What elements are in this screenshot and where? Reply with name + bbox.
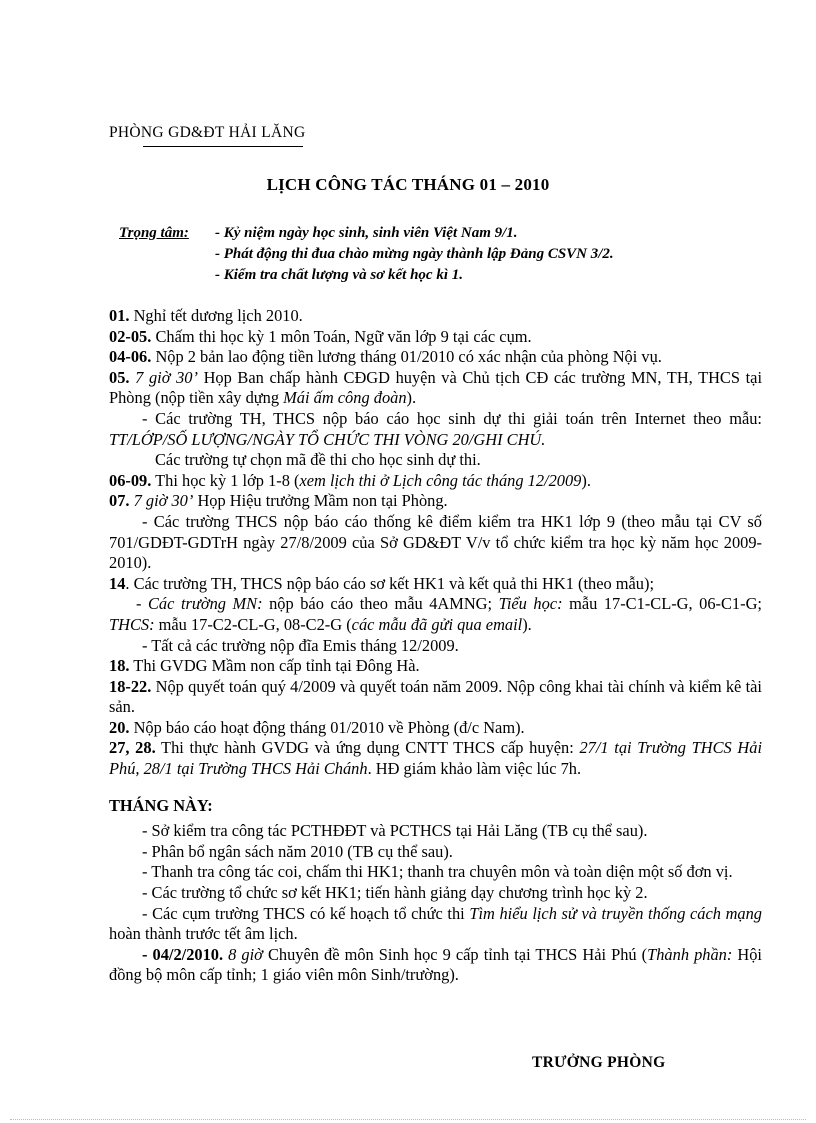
schedule-subentry xyxy=(109,409,762,450)
this-month-item: - Thanh tra công tác coi, chấm thi HK1; thanh tra chuyên môn và toàn diện một số đơn vị. xyxy=(142,862,733,882)
entry-text: Thi thực hành GVDG và ứng dụng CNTT THCS cấp huyện: xyxy=(155,738,580,758)
entry-italic: - Các trường MN: xyxy=(136,594,263,614)
entry-time: 7 giờ 30’ xyxy=(129,367,198,387)
schedule-entry xyxy=(109,656,762,677)
entry-text: Nộp 2 bản lao động tiền lương tháng 01/2010 có xác nhận của phòng Nội vụ. xyxy=(151,347,662,367)
entry-text: Thi GVDG Mầm non cấp tỉnh tại Đông Hà. xyxy=(129,656,420,676)
entry-text: - Các cụm trường THCS có kế hoạch tổ chức thi xyxy=(142,903,470,923)
entry-text: Thi học kỳ 1 lớp 1-8 ( xyxy=(151,470,300,490)
this-month-item: - Phân bổ ngân sách năm 2010 (TB cụ thể sau). xyxy=(142,841,453,861)
entry-date: 07. xyxy=(109,491,130,511)
entry-text: . HĐ giám khảo làm việc lúc 7h. xyxy=(367,759,582,779)
entry-text: mẫu 17-C1-CL-G, 06-C1-G; xyxy=(562,594,762,614)
this-month-item xyxy=(109,904,762,945)
entry-text: . Các trường TH, THCS nộp báo cáo sơ kết HK1 và kết quả thi HK1 (theo mẫu); xyxy=(125,573,655,593)
focus-item: - Kỷ niệm ngày học sinh, sinh viên Việt Nam 9/1. xyxy=(215,225,518,241)
schedule-entry xyxy=(109,347,762,368)
entry-text: Chấm thi học kỳ 1 môn Toán, Ngữ văn lớp 9 tại các cụm. xyxy=(151,326,532,346)
entry-italic: Tiểu học: xyxy=(498,594,563,614)
entry-time: 7 giờ 30’ xyxy=(129,491,194,511)
entry-date: 18. xyxy=(109,656,130,676)
entry-italic: Mái ấm công đoàn xyxy=(283,388,407,408)
entry-italic: Thành phần: xyxy=(647,944,733,964)
page-bottom-border xyxy=(10,1119,806,1120)
schedule-subentry: Các trường tự chọn mã đề thi cho học sinh dự thi. xyxy=(155,450,481,470)
this-month-item: - Sở kiểm tra công tác PCTHĐĐT và PCTHCS tại Hải Lăng (TB cụ thể sau). xyxy=(142,821,648,841)
entry-text: - Các trường TH, THCS nộp báo cáo học sinh dự thi giải toán trên Internet theo mẫu: xyxy=(142,408,762,428)
entry-date: 01. xyxy=(109,306,130,325)
entry-date: 02-05. xyxy=(109,326,152,346)
organization-underline xyxy=(143,146,303,147)
entry-text: Họp Hiệu trưởng Mầm non tại Phòng. xyxy=(193,491,448,511)
this-month-heading: THÁNG NÀY: xyxy=(109,795,213,815)
entry-date: 18-22. xyxy=(109,676,152,696)
entry-text: ). xyxy=(522,614,532,634)
schedule-subentry xyxy=(109,594,762,635)
entry-date: 06-09. xyxy=(109,470,152,490)
entry-italic: Tìm hiểu lịch sử và truyền thống cách mạng xyxy=(469,903,762,923)
entry-text: Hội đồng bộ môn cấp tỉnh; 1 giáo viên môn Sinh/trường). xyxy=(109,944,762,985)
entry-italic: TT/LỚP/SỐ LƯỢNG/NGÀY TỔ CHỨC THI VÒNG 20/GHI CHÚ. xyxy=(109,429,546,449)
entry-text: Nộp quyết toán quý 4/2009 và quyết toán năm 2009. Nộp công khai tài chính và kiểm kê tài sản. xyxy=(109,676,762,717)
entry-text: mẫu 17-C2-CL-G, 08-C2-G ( xyxy=(154,614,352,634)
schedule-entry xyxy=(109,327,762,348)
entry-text: Chuyên đề môn Sinh học 9 cấp tỉnh tại THCS Hải Phú ( xyxy=(267,944,648,964)
entry-time: 8 giờ xyxy=(223,944,268,964)
entry-italic: xem lịch thi ở Lịch công tác tháng 12/2009 xyxy=(299,470,582,490)
entry-italic: các mẫu đã gửi qua email xyxy=(351,614,523,634)
entry-date: 14 xyxy=(109,573,126,593)
entry-date: 05. xyxy=(109,367,130,387)
this-month-item: - Các trường tổ chức sơ kết HK1; tiến hành giảng dạy chương trình học kỳ 2. xyxy=(142,883,648,903)
entry-date: - 04/2/2010. xyxy=(142,944,224,964)
entry-text: ). xyxy=(406,388,417,408)
focus-label: Trọng tâm: xyxy=(119,225,189,241)
schedule-entry xyxy=(109,306,762,327)
schedule-entry xyxy=(109,471,762,492)
focus-item: - Phát động thi đua chào mừng ngày thành lập Đảng CSVN 3/2. xyxy=(215,246,614,262)
schedule-subentry: - Các trường THCS nộp báo cáo thống kê điểm kiểm tra HK1 lớp 9 (theo mẫu tại CV số 701/GDĐT-GDTrH ngày 27/8/2009 của Sở GD&ĐT V/v tổ chức kiểm tra học kỳ năm học 2009-2010). xyxy=(109,511,762,573)
entry-text: Nghỉ tết dương lịch 2010. xyxy=(129,306,303,325)
entry-italic: 27/1 tại Trường THCS Hải Phú, 28/1 tại Trường THCS Hải Chánh xyxy=(109,738,763,779)
organization-name: PHÒNG GD&ĐT HẢI LĂNG xyxy=(109,124,306,141)
schedule-entry xyxy=(109,718,762,739)
this-month-item xyxy=(109,945,762,986)
schedule-entry xyxy=(109,574,762,595)
schedule-entry xyxy=(109,368,762,409)
entry-italic: THCS: xyxy=(109,614,155,634)
document-title: LỊCH CÔNG TÁC THÁNG 01 – 2010 xyxy=(266,175,550,194)
schedule-subentry: - Tất cả các trường nộp đĩa Emis tháng 12/2009. xyxy=(142,635,459,655)
entry-date: 20. xyxy=(109,717,130,737)
entry-text: Nộp báo cáo hoạt động tháng 01/2010 về Phòng (đ/c Nam). xyxy=(129,717,525,737)
focus-item: - Kiểm tra chất lượng và sơ kết học kì 1. xyxy=(215,267,463,283)
schedule-entry xyxy=(109,738,762,779)
entry-text: Họp Ban chấp hành CĐGD huyện và Chủ tịch CĐ các trường MN, TH, THCS tại Phòng (nộp tiền xây dựng xyxy=(109,367,762,408)
entry-text: hoàn thành trước tết âm lịch. xyxy=(109,924,298,944)
schedule-entry xyxy=(109,491,762,512)
entry-date: 04-06. xyxy=(109,347,152,367)
entry-date: 27, 28. xyxy=(109,738,156,758)
signature-title: TRƯỞNG PHÒNG xyxy=(532,1054,666,1071)
schedule-entry xyxy=(109,677,762,718)
entry-text: ). xyxy=(581,470,591,490)
entry-text: nộp báo cáo theo mẫu 4AMNG; xyxy=(262,594,499,614)
schedule-body xyxy=(109,306,762,986)
